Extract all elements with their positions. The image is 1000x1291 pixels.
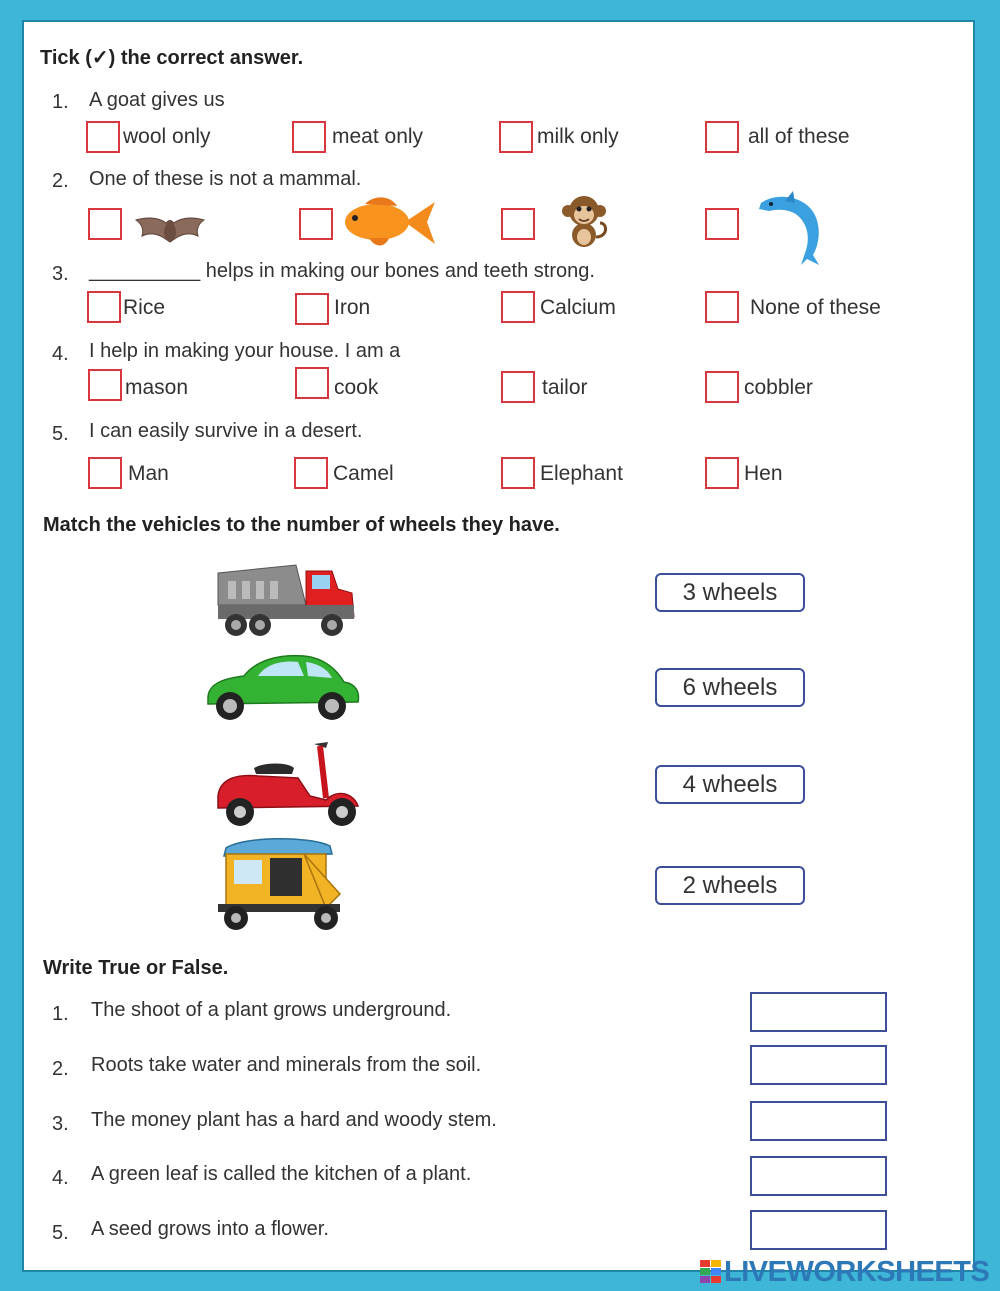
option-label: cobbler (744, 376, 813, 399)
option-label: cook (334, 376, 379, 399)
statement-text: A seed grows into a flower. (91, 1218, 329, 1240)
logo-text: LIVEWORKSHEETS (724, 1256, 990, 1288)
checkbox-q4-a[interactable] (88, 369, 122, 401)
question-text: One of these is not a mammal. (89, 168, 362, 190)
answer-input-4[interactable] (750, 1156, 887, 1196)
checkbox-q5-c[interactable] (501, 457, 535, 489)
answer-input-3[interactable] (750, 1101, 887, 1141)
checkbox-q5-d[interactable] (705, 457, 739, 489)
option-label: Man (128, 462, 169, 485)
question-number: 1. (52, 91, 69, 113)
option-label: Hen (744, 462, 783, 485)
option-label: all of these (748, 125, 850, 148)
scooter-image (214, 738, 364, 830)
option-label: None of these (750, 296, 881, 319)
truck-image (214, 555, 358, 639)
wheels-option[interactable]: 4 wheels (655, 765, 805, 804)
checkbox-q3-d[interactable] (705, 291, 739, 323)
goldfish-image (335, 194, 437, 250)
auto-rickshaw-image (214, 834, 346, 934)
checkbox-q1-d[interactable] (705, 121, 739, 153)
bat-image (132, 212, 208, 248)
option-label: mason (125, 376, 189, 399)
option-label: Elephant (540, 462, 623, 485)
statement-number: 5. (52, 1222, 69, 1244)
checkbox-q4-c[interactable] (501, 371, 535, 403)
question-number: 3. (52, 263, 69, 285)
monkey-image (560, 193, 610, 251)
answer-input-5[interactable] (750, 1210, 887, 1250)
option-label: Calcium (540, 296, 616, 319)
checkbox-q5-a[interactable] (88, 457, 122, 489)
checkbox-q1-b[interactable] (292, 121, 326, 153)
checkbox-q3-a[interactable] (87, 291, 121, 323)
checkbox-q2-a[interactable] (88, 208, 122, 240)
question-number: 5. (52, 423, 69, 445)
option-label: tailor (542, 376, 588, 399)
checkbox-q4-b[interactable] (295, 367, 329, 399)
question-number: 4. (52, 343, 69, 365)
statement-text: The shoot of a plant grows underground. (91, 999, 452, 1021)
option-label: Iron (334, 296, 371, 319)
statement-text: A green leaf is called the kitchen of a plant. (91, 1163, 472, 1185)
answer-input-2[interactable] (750, 1045, 887, 1085)
wheels-option[interactable]: 6 wheels (655, 668, 805, 707)
checkbox-q1-c[interactable] (499, 121, 533, 153)
car-image (204, 652, 362, 724)
statement-number: 3. (52, 1113, 69, 1135)
question-text: I help in making your house. I am a (89, 340, 401, 362)
checkbox-q3-c[interactable] (501, 291, 535, 323)
option-label: wool only (123, 125, 211, 148)
statement-text: Roots take water and minerals from the soil. (91, 1054, 482, 1076)
section-tick-title: Tick (✓) the correct answer. (40, 47, 304, 69)
section-match-title: Match the vehicles to the number of wheels they have. (43, 514, 560, 536)
question-text: A goat gives us (89, 89, 225, 111)
wheels-option[interactable]: 2 wheels (655, 866, 805, 905)
statement-number: 4. (52, 1167, 69, 1189)
option-label: Rice (123, 296, 166, 319)
question-text: __________ helps in making our bones and teeth strong. (89, 260, 595, 282)
checkbox-q2-c[interactable] (501, 208, 535, 240)
checkbox-q1-a[interactable] (86, 121, 120, 153)
section-true-false-title: Write True or False. (43, 957, 229, 979)
checkbox-q2-b[interactable] (299, 208, 333, 240)
question-number: 2. (52, 170, 69, 192)
option-label: meat only (332, 125, 424, 148)
statement-text: The money plant has a hard and woody stem. (91, 1109, 497, 1131)
wheels-option[interactable]: 3 wheels (655, 573, 805, 612)
answer-input-1[interactable] (750, 992, 887, 1032)
checkbox-q2-d[interactable] (705, 208, 739, 240)
option-label: Camel (333, 462, 394, 485)
option-label: milk only (537, 125, 619, 148)
question-text: I can easily survive in a desert. (89, 420, 363, 442)
liveworksheets-logo (700, 1256, 989, 1289)
statement-number: 1. (52, 1003, 69, 1025)
checkbox-q4-d[interactable] (705, 371, 739, 403)
dolphin-image (755, 191, 825, 267)
logo-blocks-icon (700, 1260, 722, 1284)
statement-number: 2. (52, 1058, 69, 1080)
checkbox-q5-b[interactable] (294, 457, 328, 489)
checkbox-q3-b[interactable] (295, 293, 329, 325)
